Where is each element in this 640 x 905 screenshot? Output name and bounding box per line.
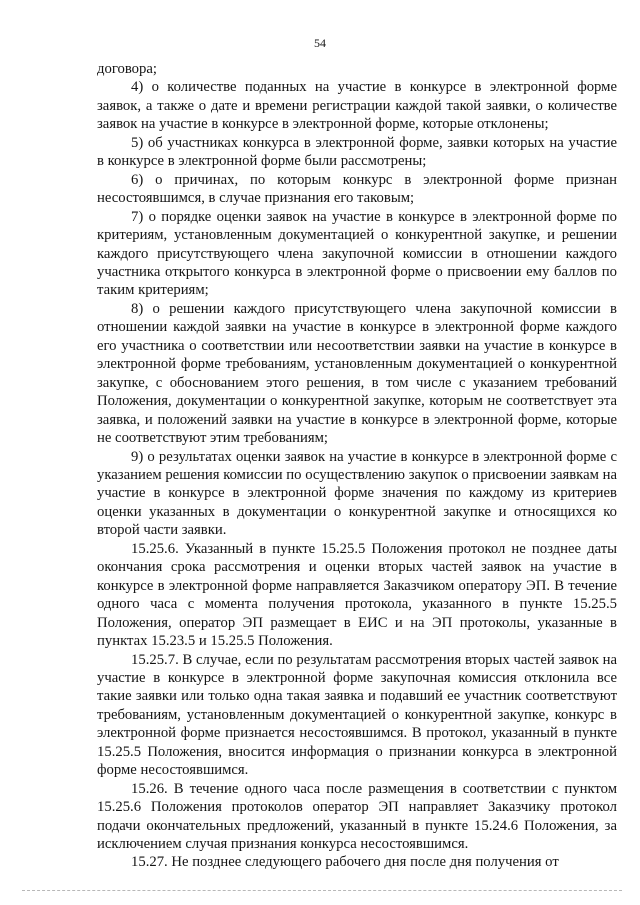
paragraph-item-4: 4) о количестве поданных на участие в конкурсе в электронной форме заявок, а также о дате и времени регистрации каждой такой заявки, о количестве заявок на участие в конкурсе в электронной форме, которые отклонены; bbox=[97, 79, 617, 133]
page-bottom-divider bbox=[22, 890, 622, 891]
document-body bbox=[97, 60, 617, 872]
paragraph-15-26: 15.26. В течение одного часа после размещения в соответствии с пунктом 15.25.6 Положения протоколов оператор ЭП направляет Заказчику протокол подачи окончательных предложений, указанный в пункте 15.24.6 Положения, за исключением случая признания конкурса несостоявшимся. bbox=[97, 780, 617, 853]
page-number: 54 bbox=[314, 36, 326, 50]
paragraph-contract-end: договора; bbox=[97, 61, 157, 77]
paragraph-15-25-7: 15.25.7. В случае, если по результатам рассмотрения вторых частей заявок на участие в конкурсе в электронной форме закупочная комиссия отклонила все такие заявки или только одна такая заявка и подавший ее участник соответствуют требованиям, установленным документацией о конкурентной закупке, конкурс в электронной форме признается несостоявшимся. В протокол, указанный в пункте 15.25.5 Положения, вносится информация о признании конкурса в электронной форме несостоявшимся. bbox=[97, 651, 617, 779]
paragraph-15-25-6: 15.25.6. Указанный в пункте 15.25.5 Положения протокол не позднее даты окончания срока рассмотрения и оценки вторых частей заявок на участие в конкурсе в электронной форме направляется Заказчиком оператору ЭП. В течение одного часа с момента получения протокола, указанного в пункте 15.25.5 Положения, оператор ЭП размещает в ЕИС и на ЭП протоколы, указанные в пунктах 15.23.5 и 15.25.5 Положения. bbox=[97, 540, 617, 650]
paragraph-item-9: 9) о результатах оценки заявок на участие в конкурсе в электронной форме с указанием решения комиссии по осуществлению закупок о присвоении заявкам на участие в конкурсе в электронной форме значения по каждому из критериев оценки указанных в документации о конкурентной закупке и относящихся ко второй части заявки. bbox=[97, 448, 617, 539]
paragraph-15-27: 15.27. Не позднее следующего рабочего дня после дня получения от bbox=[131, 854, 559, 871]
paragraph-item-8: 8) о решении каждого присутствующего члена закупочной комиссии в отношении каждой заявки на участие в конкурсе в электронной форме каждого его участника о соответствии или несоответствии заявки на участие в конкурсе в электронной форме требованиям, установленным документацией о конкурентной закупке, с обоснованием этого решения, в том числе с указанием требований Положения, документации о конкурентной закупке, которым не соответствует эта заявка, и положений заявки на участие в конкурсе в электронной форме, которые не соответствуют этим требованиям; bbox=[97, 300, 617, 447]
paragraph-item-5: 5) об участниках конкурса в электронной форме, заявки которых на участие в конкурсе в электронной форме были рассмотрены; bbox=[97, 134, 617, 170]
paragraph-item-6: 6) о причинах, по которым конкурс в электронной форме признан несостоявшимся, в случае признания его таковым; bbox=[97, 171, 617, 207]
paragraph-item-7: 7) о порядке оценки заявок на участие в конкурсе в электронной форме по критериям, установленным документацией о конкурентной закупке, и решении каждого присутствующего члена закупочной комиссии в отношении каждого участника открытого конкурса в электронной форме о присвоении ему баллов по таким критериям; bbox=[97, 208, 617, 299]
